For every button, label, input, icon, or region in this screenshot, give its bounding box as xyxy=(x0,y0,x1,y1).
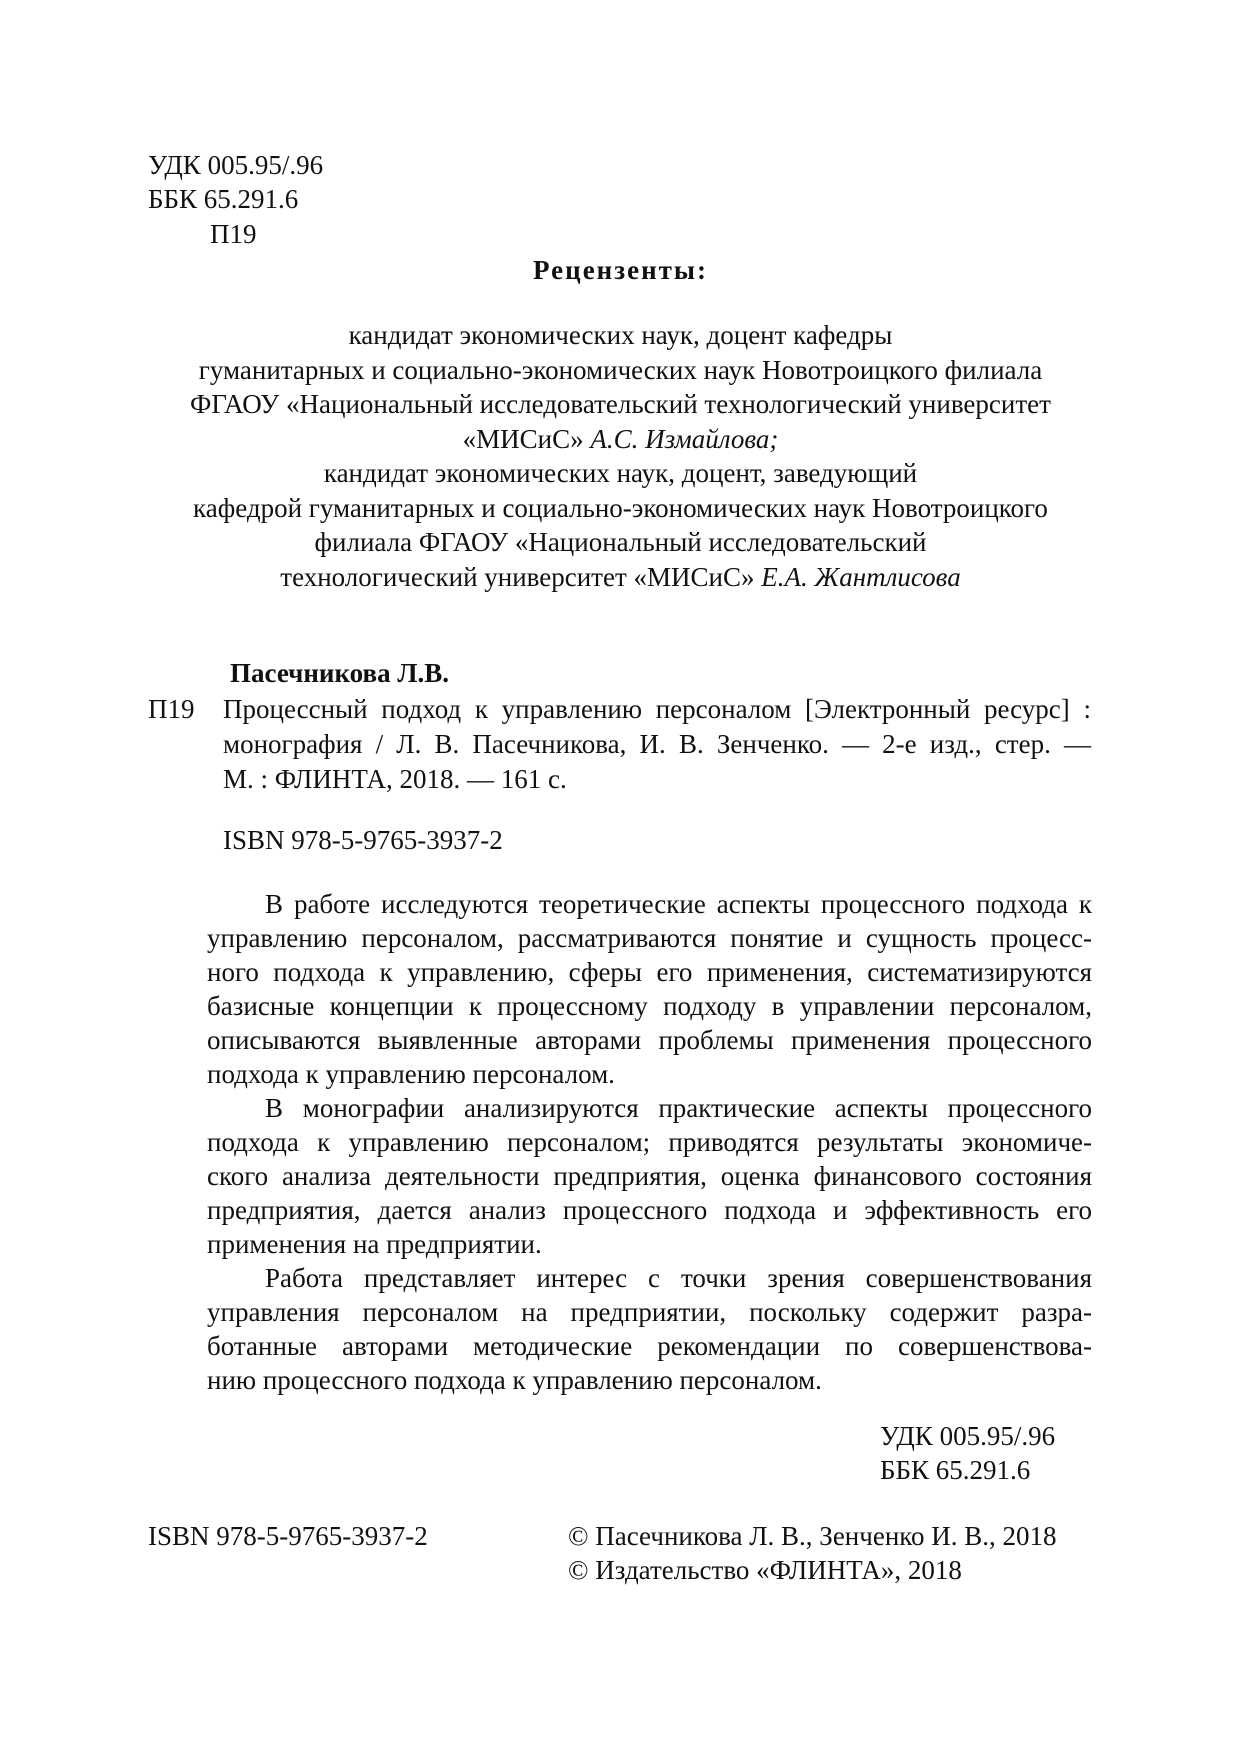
author-mark: П19 xyxy=(148,694,195,724)
bbk-code: ББК 65.291.6 xyxy=(148,184,299,214)
abstract-paragraph xyxy=(207,887,1092,1091)
reviewer-line: кафедрой гуманитарных и социально-экономических наук Новотроицкого xyxy=(193,492,1048,523)
text-line: описываются выявленные авторами проблемы применения процессного xyxy=(207,1025,1092,1055)
bib-line: Процессный подход к управлению персоналом [Электронный ресурс] : xyxy=(223,694,1091,724)
isbn: ISBN 978-5-9765-3937-2 xyxy=(148,1521,428,1551)
reviewer-name: Е.А. Жантлисова xyxy=(761,561,961,592)
reviewer-line: технологический университет «МИСиС» Е.А. Жантлисова xyxy=(280,561,961,592)
reviewers-heading: Рецензенты: xyxy=(533,255,708,285)
author-mark: П19 xyxy=(210,219,257,249)
bib-line: М. : ФЛИНТА, 2018. — 161 с. xyxy=(223,764,567,794)
reviewer-line: кандидат экономических наук, доцент кафедры xyxy=(348,320,893,350)
text-line: ского анализа деятельности предприятия, оценка финансового состояния xyxy=(207,1161,1092,1191)
abstract-paragraph xyxy=(207,1091,1092,1261)
text-line: управления персоналом на предприятии, поскольку содержит разра- xyxy=(207,1297,1092,1327)
abstract xyxy=(207,887,1092,1397)
abstract-paragraph xyxy=(207,1261,1092,1397)
bibliographic-description xyxy=(223,692,1091,797)
udk-code: УДК 005.95/.96 xyxy=(880,1421,1056,1451)
bib-line: монография / Л. В. Пасечникова, И. В. Зенченко. — 2-е изд., стер. — xyxy=(223,729,1091,759)
text-line: применения на предприятии. xyxy=(207,1229,542,1259)
reviewer-line: ФГАОУ «Национальный исследовательский технологический университет xyxy=(190,389,1051,419)
reviewer-line: филиала ФГАОУ «Национальный исследовательский xyxy=(314,527,927,557)
text-line: В монографии анализируются практические аспекты процессного xyxy=(265,1093,1092,1123)
reviewer-name: А.С. Измайлова; xyxy=(590,423,779,454)
text-line: подхода к управлению персоналом. xyxy=(207,1059,615,1089)
text-line: ного подхода к управлению, сферы его применения, систематизируются xyxy=(207,957,1092,987)
reviewer-line: кандидат экономических наук, доцент, заведующий xyxy=(323,458,918,488)
udk-code: УДК 005.95/.96 xyxy=(148,150,324,180)
text-line: В работе исследуются теоретические аспекты процессного подхода к xyxy=(265,889,1092,919)
text-line: ботанные авторами методические рекомендации по совершенствова- xyxy=(207,1331,1092,1361)
text-line: подхода к управлению персоналом; приводятся результаты экономиче- xyxy=(207,1127,1092,1157)
copyright-authors: © Пасечникова Л. В., Зенченко И. В., 2018 xyxy=(568,1521,1057,1551)
text-line: управлению персоналом, рассматриваются понятие и сущность процесс- xyxy=(207,923,1092,953)
text-line: Работа представляет интерес с точки зрения совершенствования xyxy=(265,1263,1092,1293)
reviewer-line: «МИСиС» А.С. Измайлова; xyxy=(462,423,779,454)
bbk-code: ББК 65.291.6 xyxy=(880,1455,1031,1485)
text-line: предприятия, дается анализ процессного подхода и эффективность его xyxy=(207,1195,1092,1225)
text-line: нию процессного подхода к управлению персоналом. xyxy=(207,1365,822,1395)
isbn: ISBN 978-5-9765-3937-2 xyxy=(223,825,503,855)
reviewer-line: гуманитарных и социально-экономических наук Новотроицкого филиала xyxy=(198,354,1043,385)
reviewers-block xyxy=(140,318,1101,594)
copyright-publisher: © Издательство «ФЛИНТА», 2018 xyxy=(568,1555,962,1585)
author-heading: Пасечникова Л.В. xyxy=(230,658,449,688)
text-line: базисные концепции к процессному подходу в управлении персоналом, xyxy=(207,991,1092,1021)
